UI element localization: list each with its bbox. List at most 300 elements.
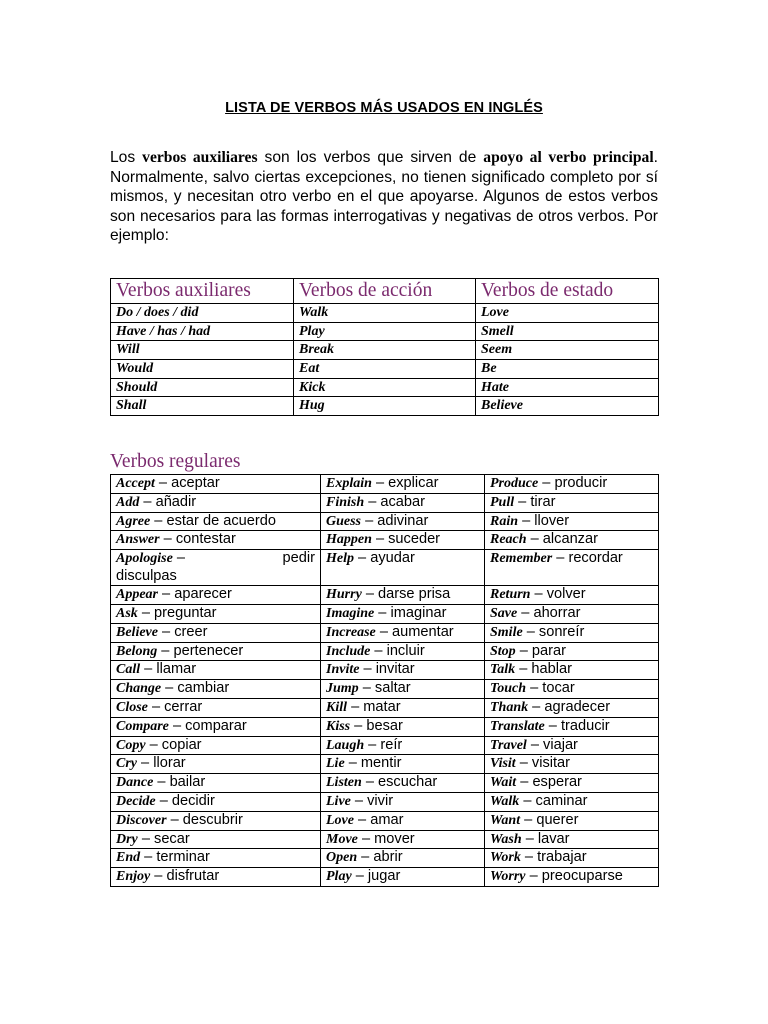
verb-types-table (110, 278, 659, 416)
verb-translation-cell (485, 830, 659, 849)
spanish-translation: hablar (531, 661, 572, 678)
table-row (111, 493, 659, 512)
english-verb: Kiss (326, 718, 351, 734)
spanish-translation: querer (536, 811, 579, 828)
dash-separator: – (150, 868, 167, 885)
spanish-translation: mover (374, 830, 415, 847)
dash-separator: – (520, 849, 538, 866)
verb-translation-cell (321, 830, 485, 849)
dash-separator: – (154, 475, 172, 491)
dash-separator: – (344, 755, 361, 772)
dash-separator: – (526, 736, 544, 753)
verb-translation-cell (111, 623, 321, 642)
verb-translation-cell (111, 868, 321, 887)
verb-translation-cell (485, 868, 659, 887)
verb-cell: Believe (476, 397, 659, 416)
verb-translation-cell (485, 811, 659, 830)
dash-separator: – (517, 604, 534, 621)
spanish-translation: volver (546, 586, 586, 603)
verb-translation-cell (111, 680, 321, 699)
english-verb: Worry (490, 869, 526, 885)
table-row (111, 623, 659, 642)
verb-translation-cell (485, 680, 659, 699)
spanish-translation: besar (366, 717, 403, 734)
dash-separator: – (350, 792, 368, 809)
intro-bold-term: verbos auxiliares (142, 149, 258, 166)
spanish-translation: disfrutar (166, 868, 220, 885)
spanish-translation: aceptar (171, 475, 220, 491)
verb-translation-cell (321, 868, 485, 887)
table-row (111, 811, 659, 830)
dash-separator: – (157, 623, 175, 640)
spanish-translation: vivir (367, 792, 394, 809)
spanish-translation: disculpas (116, 567, 177, 584)
dash-separator: – (351, 868, 368, 885)
dash-separator: – (374, 604, 391, 621)
english-verb: Close (116, 699, 148, 715)
english-verb: Stop (490, 643, 516, 659)
regular-verbs-body (111, 475, 659, 887)
english-verb: Translate (490, 718, 545, 734)
spanish-translation: copiar (161, 736, 202, 753)
verb-translation-cell (111, 512, 321, 531)
dash-separator: – (137, 830, 155, 847)
english-verb: Include (326, 643, 371, 659)
table-row (111, 680, 659, 699)
spanish-translation: imaginar (390, 604, 447, 621)
english-verb: Love (326, 812, 354, 828)
english-verb: Change (116, 681, 162, 697)
spanish-translation: pedir (282, 550, 315, 567)
spanish-translation: traducir (560, 717, 610, 734)
dash-separator: – (361, 774, 379, 791)
verb-translation-cell (485, 849, 659, 868)
dash-separator: – (544, 717, 561, 734)
dash-separator: – (515, 661, 532, 678)
english-verb: Increase (326, 624, 376, 640)
intro-paragraph (110, 148, 658, 246)
dash-separator: – (526, 531, 543, 548)
verb-group (116, 550, 185, 568)
verb-translation-cell (111, 830, 321, 849)
table-row (111, 774, 659, 793)
verb-translation-cell (111, 661, 321, 680)
table-header-row (111, 279, 659, 304)
table-row (111, 360, 659, 379)
english-verb: Thank (490, 699, 529, 715)
dash-separator: – (521, 830, 538, 847)
verb-translation-cell (111, 774, 321, 793)
english-verb: Save (490, 605, 518, 621)
dash-separator: – (166, 811, 183, 828)
english-verb: Believe (116, 624, 158, 640)
english-verb: Kill (326, 699, 348, 715)
spanish-translation: darse prisa (378, 586, 451, 603)
table-row (111, 512, 659, 531)
dash-separator: – (172, 550, 185, 567)
dash-separator: – (528, 698, 545, 715)
table-row (111, 397, 659, 416)
verb-translation-cell (321, 774, 485, 793)
english-verb: Discover (116, 812, 167, 828)
spanish-translation: parar (531, 642, 566, 659)
dash-separator: – (140, 849, 157, 866)
table-row (111, 550, 659, 586)
table-row (111, 378, 659, 397)
table-row (111, 341, 659, 360)
dash-separator: – (538, 475, 555, 491)
spanish-translation: caminar (535, 792, 588, 809)
english-verb: Pull (490, 494, 515, 510)
english-verb: Ask (116, 605, 138, 621)
verb-translation-cell (111, 736, 321, 755)
spanish-translation: sonreír (538, 623, 585, 640)
spanish-translation: visitar (531, 755, 571, 772)
dash-separator: – (364, 493, 381, 510)
verb-translation-cell (321, 623, 485, 642)
spanish-translation: esperar (532, 774, 582, 791)
english-verb: Visit (490, 756, 516, 772)
table-row (111, 698, 659, 717)
spanish-translation: añadir (155, 493, 197, 510)
verb-translation-cell (485, 717, 659, 736)
dash-separator: – (140, 661, 157, 678)
table-row (111, 717, 659, 736)
verb-translation-cell (485, 493, 659, 512)
spanish-translation: ayudar (370, 550, 415, 567)
spanish-translation: preocuparse (541, 868, 623, 885)
english-verb: Explain (326, 476, 372, 491)
spanish-translation: ahorrar (533, 604, 581, 621)
english-verb: Imagine (326, 605, 375, 621)
table-row (111, 736, 659, 755)
verb-translation-cell (321, 698, 485, 717)
verb-cell: Have / has / had (111, 322, 294, 341)
header-action: Verbos de acción (294, 279, 476, 304)
spanish-translation: matar (363, 698, 401, 715)
dash-separator: – (370, 642, 387, 659)
english-verb: Decide (116, 793, 156, 809)
table-row (111, 475, 659, 494)
verb-translation-cell (485, 774, 659, 793)
english-verb: Dance (116, 775, 154, 791)
wrapped-line (116, 550, 315, 568)
verb-translation-cell (111, 531, 321, 550)
english-verb: Invite (326, 662, 360, 678)
table-row (111, 586, 659, 605)
english-verb: Walk (490, 793, 520, 809)
dash-separator: – (168, 717, 186, 734)
spanish-translation: trabajar (537, 849, 587, 866)
regular-verbs-heading: Verbos regulares (110, 451, 241, 472)
verb-translation-cell (321, 792, 485, 811)
dash-separator: – (353, 811, 371, 828)
spanish-translation: secar (154, 830, 190, 847)
english-verb: Work (490, 850, 521, 866)
verb-translation-cell (321, 475, 485, 494)
verb-translation-cell (321, 512, 485, 531)
spanish-translation: alcanzar (542, 531, 598, 548)
spanish-translation: abrir (373, 849, 403, 866)
verb-cell: Would (111, 360, 294, 379)
verb-cell: Love (476, 304, 659, 323)
spanish-translation: bailar (169, 774, 206, 791)
english-verb: Copy (116, 737, 146, 753)
verb-cell: Play (294, 322, 476, 341)
spanish-translation: terminar (156, 849, 210, 866)
verb-translation-cell (485, 623, 659, 642)
dash-separator: – (357, 830, 375, 847)
document-title: LISTA DE VERBOS MÁS USADOS EN INGLÉS (225, 100, 543, 116)
dash-separator: – (350, 717, 367, 734)
verb-translation-cell (485, 698, 659, 717)
english-verb: Remember (490, 551, 553, 567)
spanish-translation: lavar (537, 830, 570, 847)
verb-translation-cell (111, 811, 321, 830)
english-verb: Live (326, 793, 351, 809)
dash-separator: – (361, 512, 378, 529)
dash-separator: – (147, 698, 165, 715)
table-row (111, 755, 659, 774)
verb-translation-cell (485, 642, 659, 661)
verb-translation-cell (485, 550, 659, 586)
verb-translation-cell (111, 475, 321, 494)
dash-separator: – (158, 586, 175, 603)
verb-translation-cell (321, 642, 485, 661)
dash-separator: – (516, 774, 533, 791)
table-row (111, 642, 659, 661)
english-verb: Wash (490, 831, 522, 847)
english-verb: Dry (116, 831, 138, 847)
dash-separator: – (359, 661, 376, 678)
english-verb: Rain (490, 513, 519, 529)
spanish-translation: jugar (367, 868, 401, 885)
english-verb: Add (116, 494, 140, 510)
verb-translation-cell (111, 604, 321, 623)
dash-separator: – (515, 755, 532, 772)
verb-translation-cell (111, 698, 321, 717)
english-verb: Happen (326, 532, 372, 548)
spanish-translation: viajar (543, 736, 578, 753)
english-verb: Lie (326, 756, 345, 772)
verb-cell: Do / does / did (111, 304, 294, 323)
verb-translation-cell (485, 531, 659, 550)
spanish-translation: aumentar (392, 623, 454, 640)
english-verb: Belong (116, 643, 158, 659)
spanish-translation: amar (370, 811, 404, 828)
table-row (111, 849, 659, 868)
spanish-translation: invitar (375, 661, 415, 678)
english-verb: Talk (490, 662, 516, 678)
english-verb: Enjoy (116, 869, 151, 885)
spanish-translation: cerrar (164, 698, 203, 715)
spanish-translation: tocar (542, 680, 575, 697)
dash-separator: – (526, 680, 543, 697)
dash-separator: – (522, 623, 539, 640)
spanish-translation: producir (554, 475, 608, 491)
verb-translation-cell (111, 849, 321, 868)
spanish-translation: tirar (530, 493, 556, 510)
verb-cell: Walk (294, 304, 476, 323)
dash-separator: – (552, 550, 569, 567)
dash-separator: – (520, 811, 537, 828)
spanish-translation: explicar (388, 475, 439, 491)
spanish-translation: suceder (388, 531, 441, 548)
dash-separator: – (155, 792, 172, 809)
table-row (111, 661, 659, 680)
spanish-translation: contestar (175, 531, 236, 548)
english-verb: Guess (326, 513, 362, 529)
verb-cell: Will (111, 341, 294, 360)
table-row (111, 322, 659, 341)
dash-separator: – (347, 698, 364, 715)
english-verb: Reach (490, 532, 527, 548)
spanish-translation: escuchar (378, 774, 438, 791)
verb-translation-cell (485, 512, 659, 531)
verb-translation-cell (321, 736, 485, 755)
spanish-translation: mentir (360, 755, 402, 772)
dash-separator: – (361, 586, 379, 603)
verb-translation-cell (111, 642, 321, 661)
verb-translation-cell (321, 755, 485, 774)
spanish-translation: llover (534, 512, 570, 529)
table-row (111, 304, 659, 323)
verb-cell: Smell (476, 322, 659, 341)
english-verb: Finish (326, 494, 365, 510)
verb-cell: Hug (294, 397, 476, 416)
english-verb: Listen (326, 775, 362, 791)
spanish-translation: cambiar (177, 680, 230, 697)
spanish-translation: pertenecer (173, 642, 244, 659)
dash-separator: – (519, 792, 536, 809)
verb-translation-cell (321, 550, 485, 586)
dash-separator: – (518, 512, 535, 529)
verb-translation-cell (485, 736, 659, 755)
verb-cell: Be (476, 360, 659, 379)
verb-translation-cell (485, 792, 659, 811)
verb-types-body (111, 304, 659, 416)
verb-translation-cell (321, 680, 485, 699)
english-verb: Help (326, 551, 354, 567)
dash-separator: – (364, 736, 381, 753)
verb-translation-cell (321, 717, 485, 736)
verb-cell: Break (294, 341, 476, 360)
english-verb: Compare (116, 718, 169, 734)
spanish-translation: agradecer (544, 698, 611, 715)
verb-translation-cell (111, 586, 321, 605)
dash-separator: – (371, 475, 389, 491)
english-verb: Answer (116, 532, 160, 548)
english-verb: Accept (116, 476, 155, 491)
verb-translation-cell (321, 849, 485, 868)
verb-translation-cell (321, 586, 485, 605)
dash-separator: – (137, 604, 155, 621)
verb-translation-cell (321, 811, 485, 830)
table-row (111, 868, 659, 887)
verb-cell: Should (111, 378, 294, 397)
spanish-translation: adivinar (377, 512, 429, 529)
dash-separator: – (525, 868, 542, 885)
verb-cell: Eat (294, 360, 476, 379)
spanish-translation: llamar (156, 661, 197, 678)
dash-separator: – (161, 680, 178, 697)
english-verb: Laugh (326, 737, 365, 753)
verb-cell: Seem (476, 341, 659, 360)
spanish-translation: estar de acuerdo (166, 512, 276, 529)
english-verb: Jump (326, 681, 359, 697)
english-verb: End (116, 850, 141, 866)
intro-text: son los verbos que sirven de (264, 149, 477, 166)
english-verb: Touch (490, 681, 527, 697)
english-verb: Return (490, 587, 531, 603)
verb-translation-cell (485, 604, 659, 623)
spanish-translation: llorar (153, 755, 186, 772)
dash-separator: – (153, 774, 170, 791)
dash-separator: – (354, 550, 371, 567)
english-verb: Agree (116, 513, 151, 529)
regular-verbs-table (110, 474, 659, 887)
dash-separator: – (137, 755, 154, 772)
verb-cell: Kick (294, 378, 476, 397)
dash-separator: – (159, 531, 176, 548)
verb-translation-cell (111, 550, 321, 586)
english-verb: Move (326, 831, 358, 847)
verb-translation-cell (111, 755, 321, 774)
spanish-translation: saltar (374, 680, 411, 697)
verb-translation-cell (111, 792, 321, 811)
english-verb: Produce (490, 476, 539, 491)
spanish-translation: reír (380, 736, 403, 753)
dash-separator: – (375, 623, 393, 640)
spanish-translation: decidir (171, 792, 215, 809)
dash-separator: – (145, 736, 162, 753)
verb-cell: Shall (111, 397, 294, 416)
intro-text: Los (110, 149, 136, 166)
verb-translation-cell (321, 493, 485, 512)
verb-translation-cell (111, 493, 321, 512)
verb-translation-cell (111, 717, 321, 736)
header-auxiliary: Verbos auxiliares (111, 279, 294, 304)
spanish-translation: descubrir (182, 811, 243, 828)
spanish-translation: comparar (185, 717, 247, 734)
table-row (111, 604, 659, 623)
spanish-translation: recordar (568, 550, 623, 567)
dash-separator: – (357, 849, 374, 866)
verb-translation-cell (321, 604, 485, 623)
header-state: Verbos de estado (476, 279, 659, 304)
english-verb: Play (326, 869, 352, 885)
verb-translation-cell (485, 586, 659, 605)
verb-translation-cell (485, 475, 659, 494)
spanish-translation: creer (174, 623, 208, 640)
english-verb: Cry (116, 756, 137, 772)
english-verb: Apologise (116, 551, 173, 567)
verb-cell: Hate (476, 378, 659, 397)
dash-separator: – (150, 512, 167, 529)
dash-separator: – (514, 493, 531, 510)
spanish-translation: acabar (380, 493, 425, 510)
table-row (111, 792, 659, 811)
verb-translation-cell (485, 661, 659, 680)
dash-separator: – (530, 586, 547, 603)
english-verb: Hurry (326, 587, 362, 603)
english-verb: Call (116, 662, 141, 678)
dash-separator: – (157, 642, 174, 659)
english-verb: Want (490, 812, 521, 828)
dash-separator: – (371, 531, 389, 548)
spanish-translation: incluir (386, 642, 425, 659)
english-verb: Travel (490, 737, 527, 753)
